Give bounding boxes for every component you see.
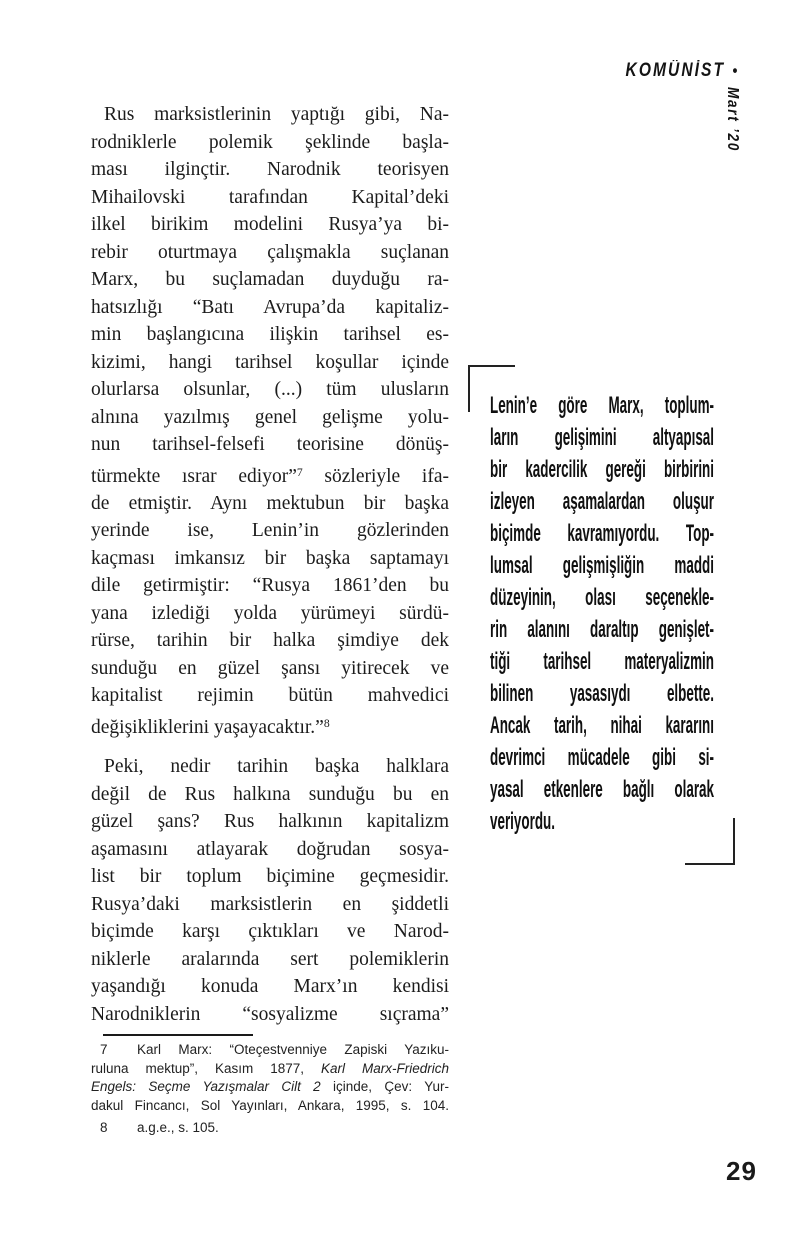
text-line [91, 101, 449, 129]
text-segment: lumsal gelişmişliğin maddi [490, 552, 714, 579]
text-line [490, 454, 714, 486]
article-body [91, 101, 449, 1138]
text-line [91, 211, 449, 239]
masthead-bullet-icon: • [732, 61, 737, 80]
text-segment: Marx, bu suçlamadan duyduğu ra- [91, 269, 449, 290]
text-segment: izleyen aşamalardan oluşur [490, 488, 714, 515]
text-line [91, 376, 449, 404]
text-segment: yaşandığı konuda Marx’ın kendisi [91, 976, 449, 998]
text-segment: dakul Fincancı, Sol Yayınları, Ankara, 1995, s. 104. [91, 1097, 449, 1113]
text-segment: Ancak tarih, nihai kararını [490, 712, 714, 739]
text-line [91, 891, 449, 919]
text-segment: güzel şans? Rus halkının kapitalizm [91, 811, 449, 833]
text-line [490, 550, 714, 582]
text-segment: yerinde ise, Lenin’in gözlerinden [91, 520, 449, 542]
text-line [91, 349, 449, 377]
text-line [91, 321, 449, 349]
text-line [91, 431, 449, 459]
text-line [91, 129, 449, 157]
text-segment: biçimde karşı çıktıkları ve Narod- [91, 921, 449, 943]
magazine-masthead [625, 60, 737, 82]
text-segment: ilkel birikim modelini Rusya’ya bi- [91, 214, 449, 235]
text-line [91, 156, 449, 184]
text-segment: sunduğu en güzel şansı yitirecek ve [91, 657, 449, 679]
text-segment: değişikliklerini yaşayacaktır.” [91, 716, 324, 738]
footnote-reference: 8 [323, 716, 330, 730]
magazine-title: KOMÜNİST [625, 60, 725, 81]
text-line [91, 1041, 449, 1060]
text-segment: sözleriyle ifa- [302, 465, 449, 487]
paragraph [91, 753, 449, 1028]
text-line [91, 655, 449, 683]
text-segment: Engels: Seçme Yazışmalar Cilt 2 [91, 1079, 321, 1095]
text-line [490, 422, 714, 454]
text-segment: veriyordu. [490, 808, 555, 835]
text-line [490, 646, 714, 678]
text-line [91, 808, 449, 836]
text-segment: Mihailovski tarafından Kapital’deki [91, 186, 449, 208]
text-line [490, 614, 714, 646]
text-line [91, 266, 449, 294]
text-line [490, 518, 714, 550]
text-line [91, 973, 449, 1001]
text-line [91, 1060, 449, 1079]
text-segment: kizimi, hangi tarihsel koşullar içinde [91, 351, 449, 373]
text-line [91, 946, 449, 974]
pullquote-bracket-bottom-right-icon [685, 818, 735, 865]
text-segment: kapitalist rejimin bütün mahvedici [91, 685, 449, 707]
text-line [91, 781, 449, 809]
text-segment: Karl Marx: “Oteçestvenniye Zapiski Yazıku- [137, 1042, 449, 1058]
text-line [91, 753, 449, 781]
text-line [91, 710, 449, 741]
text-segment: ruluna mektup”, Kasım 1877, [91, 1060, 322, 1076]
text-line [91, 627, 449, 655]
text-segment: hatsızlığı “Batı Avrupa’da kapitaliz- [91, 296, 449, 318]
text-segment: Karl Marx-Friedrich [321, 1060, 450, 1076]
footnote-marker: 7 [100, 1042, 108, 1058]
text-line [91, 600, 449, 628]
text-segment: dile getirmiştir: “Rusya 1861’den bu [91, 575, 449, 597]
text-segment: içinde, Çev: Yur- [320, 1079, 449, 1095]
text-line [91, 836, 449, 864]
text-segment: bilinen yasasıydı elbette. [490, 680, 714, 707]
text-line [490, 582, 714, 614]
text-line [490, 806, 714, 838]
text-line [91, 863, 449, 891]
text-segment: bir kadercilik gereği birbirini [490, 456, 714, 483]
text-segment: tiği tarihsel materyalizmin [490, 648, 714, 675]
footnote-reference: 7 [296, 465, 303, 479]
text-segment: list bir toplum biçimine geçmesidir. [91, 866, 449, 888]
text-line [490, 710, 714, 742]
text-line [91, 517, 449, 545]
text-segment: Narodniklerin “sosyalizme sıçrama” [91, 1003, 449, 1025]
text-segment: devrimci mücadele gibi si- [490, 744, 714, 771]
text-segment: biçimde kavramıyordu. Top- [490, 520, 714, 547]
text-segment: türmekte ısrar ediyor” [91, 465, 297, 487]
text-line [91, 490, 449, 518]
text-segment: nun tarihsel-felsefi teorisine dönüş- [91, 434, 449, 455]
text-line [91, 682, 449, 710]
footnote-marker: 8 [100, 1120, 108, 1136]
text-line [91, 572, 449, 600]
text-line [91, 1119, 449, 1138]
footnote [91, 1119, 449, 1138]
text-segment: ması ilginçtir. Narodnik teorisyen [91, 159, 449, 180]
text-segment: Lenin’e göre Marx, toplum- [490, 392, 714, 419]
text-segment: rebir oturtmaya çalışmakla suçlanan [91, 241, 449, 263]
text-segment: rodniklerle polemik şeklinde başla- [91, 131, 449, 153]
text-segment: Rusya’daki marksistlerin en şiddetli [91, 893, 449, 915]
text-line [490, 742, 714, 774]
footnote-divider [103, 1034, 253, 1036]
paragraph [91, 101, 449, 741]
text-line [91, 184, 449, 212]
text-segment: olurlarsa olsunlar, (...) tüm ulusların [91, 379, 449, 400]
text-line [91, 459, 449, 490]
text-segment: niklerle aralarında sert polemiklerin [91, 948, 449, 970]
footnote [91, 1041, 449, 1115]
text-line [490, 774, 714, 806]
text-segment: min başlangıcına ilişkin tarihsel es- [91, 324, 449, 345]
text-line [490, 390, 714, 422]
text-line [91, 1001, 449, 1029]
text-segment: kaçması imkansız bir başka saptamayı [91, 547, 449, 569]
text-segment: Rus marksistlerinin yaptığı gibi, Na- [104, 104, 449, 125]
text-line [91, 294, 449, 322]
text-segment: yana izlediği yolda yürümeyi sürdü- [91, 602, 449, 624]
text-line [91, 1097, 449, 1116]
text-segment: değil de Rus halkına sunduğu bu en [91, 783, 449, 805]
text-segment: aşamasını atlayarak doğrudan sosya- [91, 838, 449, 860]
text-line [91, 545, 449, 573]
text-segment: a.g.e., s. 105. [137, 1120, 219, 1136]
text-segment: de etmiştir. Aynı mektubun bir başka [91, 492, 449, 514]
text-segment: alnına yazılmış genel gelişme yolu- [91, 406, 449, 428]
page-number: 29 [726, 1156, 757, 1186]
pull-quote [490, 390, 714, 838]
text-line [490, 486, 714, 518]
text-segment: Peki, nedir tarihin başka halklara [104, 756, 449, 778]
text-line [91, 239, 449, 267]
text-segment: rin alanını daraltıp genişlet- [490, 616, 714, 643]
text-segment: düzeyinin, olası seçenekle- [490, 584, 714, 611]
text-segment: rürse, tarihin bir halka şimdiye dek [91, 630, 449, 652]
text-segment: yasal etkenlere bağlı olarak [490, 776, 714, 803]
text-line [91, 1078, 449, 1097]
text-line [91, 404, 449, 432]
text-segment: ların gelişimini altyapısal [490, 424, 714, 451]
footnotes [91, 1041, 449, 1138]
issue-date: Mart ’20 [724, 87, 741, 152]
text-line [91, 918, 449, 946]
text-line [490, 678, 714, 710]
